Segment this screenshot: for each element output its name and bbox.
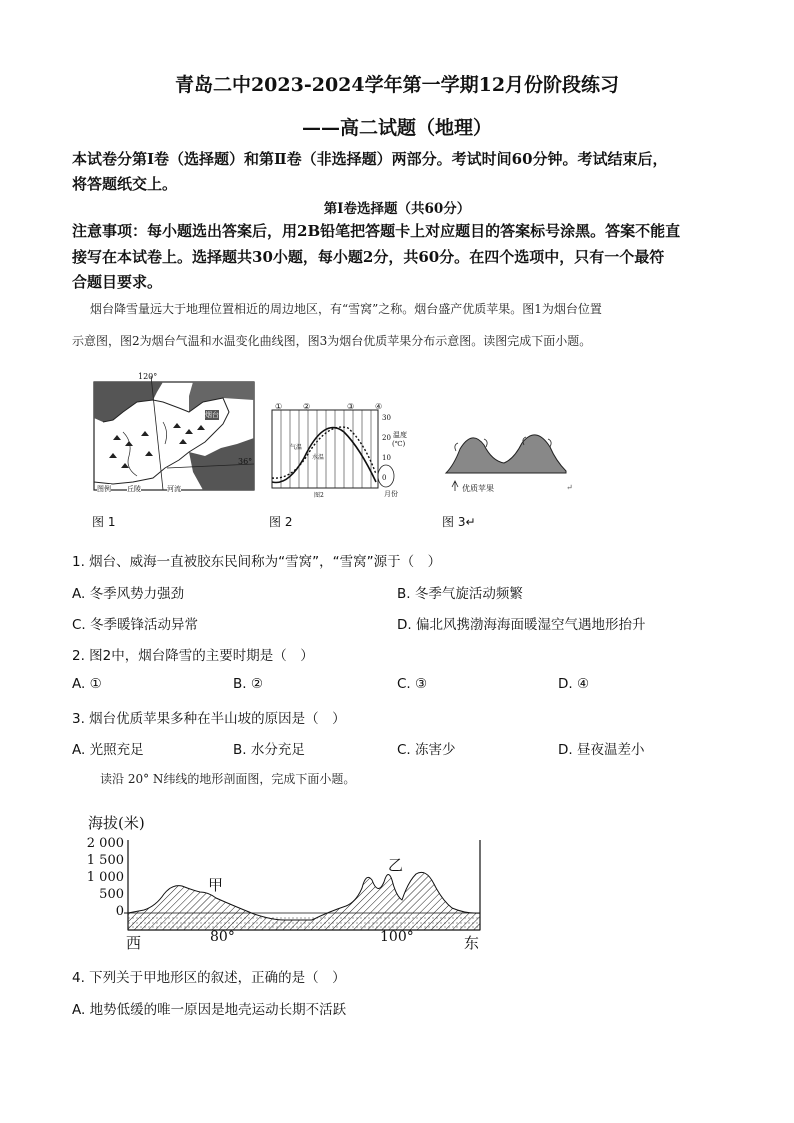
latitude-label: 36°: [238, 457, 253, 466]
profile-label-jia: 甲: [208, 876, 224, 894]
profile-y-tick-0: 0: [115, 904, 124, 919]
figure-1-caption: 图 1: [92, 515, 116, 529]
figure-3-caption: 图 3↵: [442, 515, 476, 529]
period-mark-1: ①: [275, 402, 283, 411]
page-title: 青岛二中2023-2024学年第一学期12月份阶段练习: [174, 74, 620, 96]
y-tick-20: 20: [382, 434, 391, 442]
q1-option-c: C. 冬季暖锋活动异常: [72, 617, 199, 633]
figure-3-legend: 优质苹果: [462, 484, 494, 493]
profile-y-tick-1500: 1 500: [86, 853, 124, 868]
map-legend-river: 河流: [167, 485, 181, 493]
profile-x-80: 80°: [210, 929, 235, 945]
figure-3-diagram: [442, 425, 577, 500]
period-mark-2: ②: [303, 402, 311, 411]
passage2: 读沿 20° N纬线的地形剖面图，完成下面小题。: [100, 772, 356, 786]
q1-option-d: D. 偏北风携渤海海面暖湿空气遇地形抬升: [397, 617, 646, 633]
passage1-line-2: 示意图，图2为烟台气温和水温变化曲线图，图3为烟台优质苹果分布示意图。读图完成下面小题。: [72, 334, 592, 348]
y-tick-10: 10: [382, 454, 391, 462]
period-mark-4: ④: [375, 402, 383, 411]
q3-option-d: D. 昼夜温差小: [558, 742, 645, 758]
y-axis-title: 温度: [393, 431, 407, 439]
profile-label-yi: 乙: [388, 856, 404, 874]
notice-line-2: 接写在本试卷上。选择题共30小题，每小题2分，共60分。在四个选项中，只有一个最符: [72, 248, 665, 266]
profile-x-100: 100°: [380, 929, 414, 945]
profile-y-tick-2000: 2 000: [86, 836, 124, 851]
series-label-water: 水温: [312, 454, 325, 461]
q3-option-c: C. 冻害少: [397, 742, 456, 758]
notice-line-1: 注意事项：每小题选出答案后，用2B铅笔把答题卡上对应题目的答案标号涂黑。答案不能直: [72, 222, 681, 240]
q4-option-a: A. 地势低缓的唯一原因是地壳运动长期不活跃: [72, 1002, 347, 1018]
passage1-line-1: 烟台降雪量远大于地理位置相近的周边地区，有“雪窝”之称。烟台盛产优质苹果。图1为烟台位置: [90, 302, 602, 316]
question-4-stem: 4. 下列关于甲地形区的叙述，正确的是（ ）: [72, 970, 346, 986]
profile-y-tick-500: 500: [99, 887, 124, 902]
period-mark-3: ③: [347, 402, 355, 411]
q2-option-a: A. ①: [72, 676, 102, 692]
longitude-label: 120°: [138, 372, 158, 381]
q2-option-d: D. ④: [558, 676, 590, 692]
q1-option-b: B. 冬季气旋活动频繁: [397, 586, 523, 602]
map-legend-hills: 丘陵: [127, 485, 141, 493]
figure-3-return-mark: ↵: [566, 483, 573, 492]
page-subtitle: ——高二试题（地理）: [301, 117, 492, 139]
intro-line-1: 本试卷分第Ⅰ卷（选择题）和第Ⅱ卷（非选择题）两部分。考试时间60分钟。考试结束后，: [72, 150, 668, 168]
q2-option-b: B. ②: [233, 676, 263, 692]
profile-x-east: 东: [464, 934, 480, 952]
profile-x-west: 西: [126, 934, 142, 952]
intro-line-2: 将答题纸交上。: [72, 175, 178, 193]
y-tick-30: 30: [382, 414, 391, 422]
chart-inner-caption: 图2: [314, 492, 324, 499]
question-3-stem: 3. 烟台优质苹果多种在半山坡的原因是（ ）: [72, 711, 346, 727]
q3-option-a: A. 光照充足: [72, 742, 144, 758]
map-legend-title: 图例: [97, 485, 111, 493]
q3-option-b: B. 水分充足: [233, 742, 305, 758]
section-heading: 第Ⅰ卷选择题（共60分）: [323, 201, 471, 217]
question-2-stem: 2. 图2中，烟台降雪的主要时期是（ ）: [72, 648, 314, 664]
x-axis-unit: 月份: [384, 490, 398, 498]
notice-line-3: 合题目要求。: [72, 273, 163, 291]
q1-option-a: A. 冬季风势力强劲: [72, 586, 185, 602]
profile-y-tick-1000: 1 000: [86, 870, 124, 885]
figure-2-caption: 图 2: [269, 515, 293, 529]
y-tick-0: 0: [382, 474, 387, 482]
question-1-stem: 1. 烟台、威海一直被胶东民间称为“雪窝”，“雪窝”源于（ ）: [72, 554, 442, 570]
figure-1-map: [93, 372, 255, 500]
figure-2-chart: [268, 402, 408, 500]
series-label-air: 气温: [290, 444, 303, 451]
y-axis-unit: (℃): [392, 440, 406, 448]
profile-y-title: 海拔(米): [88, 814, 145, 832]
city-label-yantai: 烟台: [205, 411, 219, 419]
terrain-profile: [84, 810, 494, 955]
q2-option-c: C. ③: [397, 676, 428, 692]
